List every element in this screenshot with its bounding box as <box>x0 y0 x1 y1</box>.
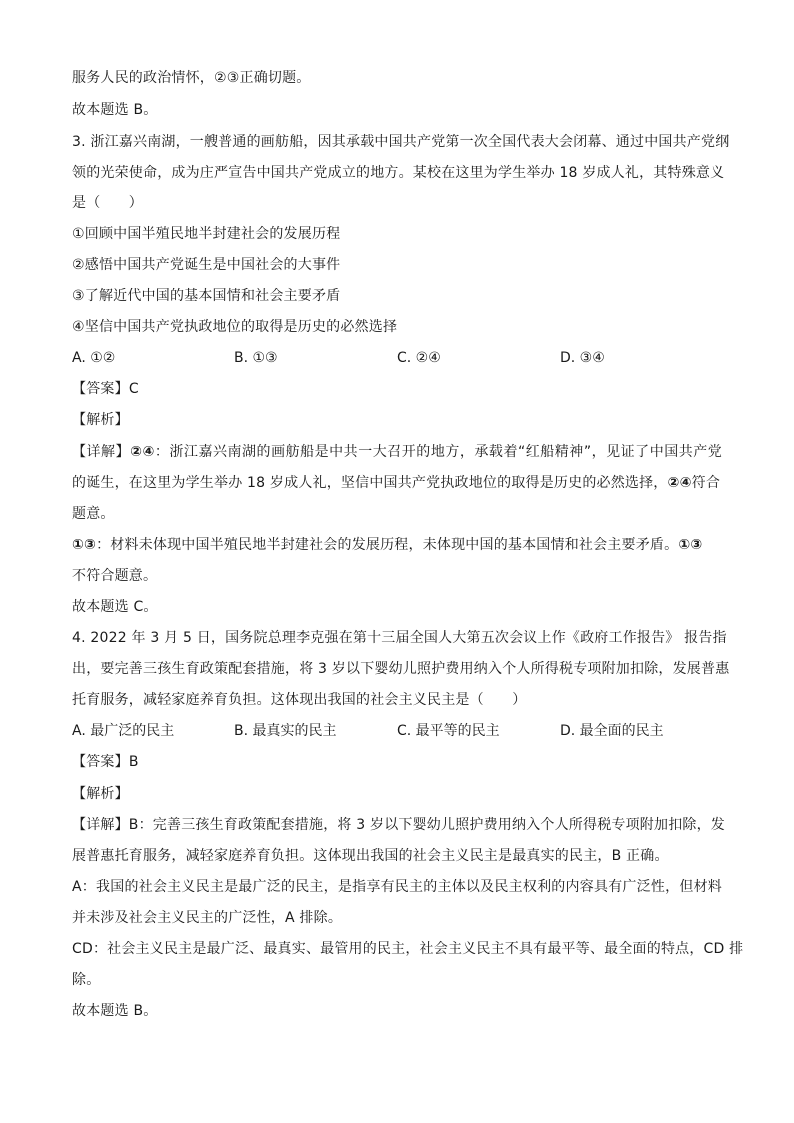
answer-tag: 【答案】 <box>72 381 129 397</box>
detail-text: 的诞生，在这里为学生举办 18 岁成人礼，坚信中国共产党执政地位的取得是历史的必然选择， <box>72 475 668 491</box>
analysis-tag: 【解析】 <box>72 786 129 802</box>
option-a: A. 最广泛的民主 <box>72 723 175 739</box>
detail-bold: ②④ <box>130 444 155 460</box>
option-d: D. ③④ <box>560 350 605 366</box>
answer-value: C <box>128 381 139 397</box>
detail-bold: ①③ <box>72 537 97 553</box>
text-line: 服务人民的政治情怀，②③正确切题。 <box>72 70 311 86</box>
detail-line: 题意。 <box>72 506 115 522</box>
detail-text: ：材料未体现中国半殖民地半封建社会的发展历程，未体现中国的基本国情和社会主要矛盾。 <box>96 537 679 553</box>
option-c: C. ②④ <box>397 350 441 366</box>
option-a: A. ①② <box>72 350 116 366</box>
detail-bold: ②④ <box>667 475 692 491</box>
final-answer: 故本题选 B。 <box>72 1003 158 1019</box>
question-3-stem: 领的光荣使命，成为庄严宣告中国共产党成立的地方。某校在这里为学生举办 18 岁成人礼，其特殊意义 <box>72 165 725 181</box>
question-3-options <box>72 348 722 368</box>
detail-line: 【详解】B：完善三孩生育政策配套措施，将 3 岁以下婴幼儿照护费用纳入个人所得税专项附加扣除，发 <box>72 817 726 833</box>
detail-line: 除。 <box>72 972 101 988</box>
final-answer: 故本题选 C。 <box>72 599 158 615</box>
detail-line: A：我国的社会主义民主是最广泛的民主，是指享有民主的主体以及民主权利的内容具有广泛性，但材料 <box>72 879 722 895</box>
option-b: B. ①③ <box>234 350 278 366</box>
question-4-stem: 托育服务，减轻家庭养育负担。这体现出我国的社会主义民主是（ ） <box>72 692 527 708</box>
answer-line <box>72 752 722 772</box>
statement-1: ①回顾中国半殖民地半封建社会的发展历程 <box>72 226 341 242</box>
detail-bold: ①③ <box>678 537 703 553</box>
detail-line <box>72 473 722 493</box>
analysis-tag: 【解析】 <box>72 412 129 428</box>
statement-3: ③了解近代中国的基本国情和社会主要矛盾 <box>72 288 341 304</box>
answer-line <box>72 379 722 399</box>
detail-line: CD：社会主义民主是最广泛、最真实、最管用的民主，社会主义民主不具有最平等、最全面的特点，CD 排 <box>72 941 744 957</box>
option-c: C. 最平等的民主 <box>397 723 500 739</box>
detail-text: ：浙江嘉兴南湖的画舫船是中共一大召开的地方，承载着“红船精神”，见证了中国共产党 <box>154 444 722 460</box>
statement-4: ④坚信中国共产党执政地位的取得是历史的必然选择 <box>72 319 398 335</box>
question-3-stem: 是（ ） <box>72 195 143 211</box>
detail-line: 不符合题意。 <box>72 568 158 584</box>
statement-2: ②感悟中国共产党诞生是中国社会的大事件 <box>72 257 341 273</box>
detail-line: 并未涉及社会主义民主的广泛性，A 排除。 <box>72 910 343 926</box>
text-line: 故本题选 B。 <box>72 102 158 118</box>
detail-line <box>72 535 722 555</box>
question-4-options <box>72 721 722 741</box>
question-4-stem: 4. 2022 年 3 月 5 日，国务院总理李克强在第十三届全国人大第五次会议上作《政府工作报告》 报告指 <box>72 630 727 646</box>
answer-value: B <box>128 754 139 770</box>
detail-line: 展普惠托育服务，减轻家庭养育负担。这体现出我国的社会主义民主是最真实的民主，B 正确。 <box>72 848 669 864</box>
question-4-stem: 出，要完善三孩生育政策配套措施，将 3 岁以下婴幼儿照护费用纳入个人所得税专项附加扣除，发展普惠 <box>72 661 730 677</box>
detail-text: 符合 <box>691 475 721 491</box>
option-d: D. 最全面的民主 <box>560 723 664 739</box>
detail-tag: 【详解】 <box>72 444 131 460</box>
answer-tag: 【答案】 <box>72 754 129 770</box>
question-3-stem: 3. 浙江嘉兴南湖，一艘普通的画舫船，因其承载中国共产党第一次全国代表大会闭幕、通过中国共产党纲 <box>72 134 730 150</box>
detail-line <box>72 442 722 462</box>
option-b: B. 最真实的民主 <box>234 723 337 739</box>
